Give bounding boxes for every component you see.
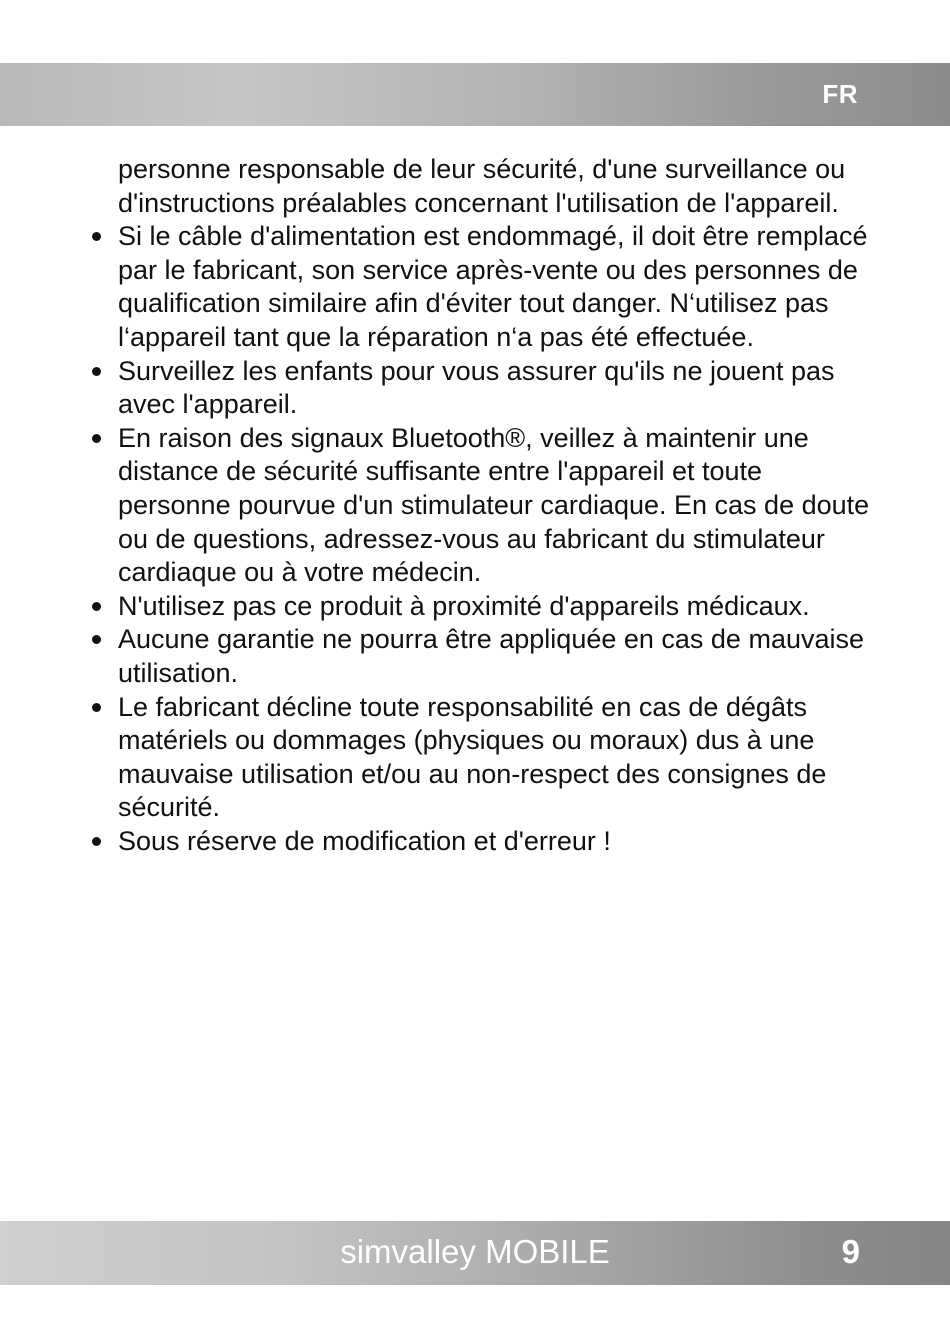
bullet-text: Aucune garantie ne pourra être appliquée en cas de mauvaise utilisation. [118, 624, 865, 688]
bullet-text: N'utilisez pas ce produit à proximité d'appareils médicaux. [118, 590, 810, 621]
bullet-text: Le fabricant décline toute responsabilité en cas de dégâts matériels ou dommages (physiques ou moraux) dus à une mauvaise utilisation et/ou au non-respect des consignes de sécurité. [118, 691, 827, 823]
page-number: 9 [841, 1233, 860, 1270]
bullet-item [85, 825, 875, 859]
bullet-icon [92, 434, 101, 443]
language-code: FR [822, 79, 858, 109]
continued-paragraph: personne responsable de leur sécurité, d'une surveillance ou d'instructions préalables concernant l'utilisation de l'appareil. [118, 154, 846, 218]
bullet-icon [92, 602, 101, 611]
bullet-icon [92, 837, 101, 846]
bullet-item [85, 355, 875, 422]
bullet-text: Si le câble d'alimentation est endommagé, il doit être remplacé par le fabricant, son service après-vente ou des personnes de qualification similaire afin d'éviter tout danger. N‘utilisez pas l‘appareil tant que la réparation n‘a pas été effectuée. [118, 221, 868, 352]
bullet-icon [92, 703, 101, 712]
page-content [85, 153, 875, 858]
bullet-text: En raison des signaux Bluetooth®, veillez à maintenir une distance de sécurité suffisante entre l'appareil et toute personne pourvue d'un stimulateur cardiaque. En cas de doute ou de questions, adressez-vous au fabricant du stimulateur cardiaque ou à votre médecin. [118, 422, 870, 588]
bullet-text: Surveillez les enfants pour vous assurer qu'ils ne jouent pas avec l'appareil. [118, 355, 835, 420]
bullet-item [85, 220, 875, 354]
footer-bar [0, 1221, 950, 1285]
bullet-item [85, 590, 875, 624]
brand-name: simvalley MOBILE [340, 1233, 610, 1270]
bullet-icon [92, 635, 101, 644]
bullet-item [85, 623, 875, 690]
bullet-item [85, 691, 875, 825]
bullet-icon [92, 367, 101, 376]
bullet-icon [92, 232, 101, 241]
header-bar [0, 63, 950, 126]
bullet-text: Sous réserve de modification et d'erreur ! [118, 825, 611, 856]
bullet-item [85, 422, 875, 590]
safety-bullet-list [85, 220, 875, 858]
